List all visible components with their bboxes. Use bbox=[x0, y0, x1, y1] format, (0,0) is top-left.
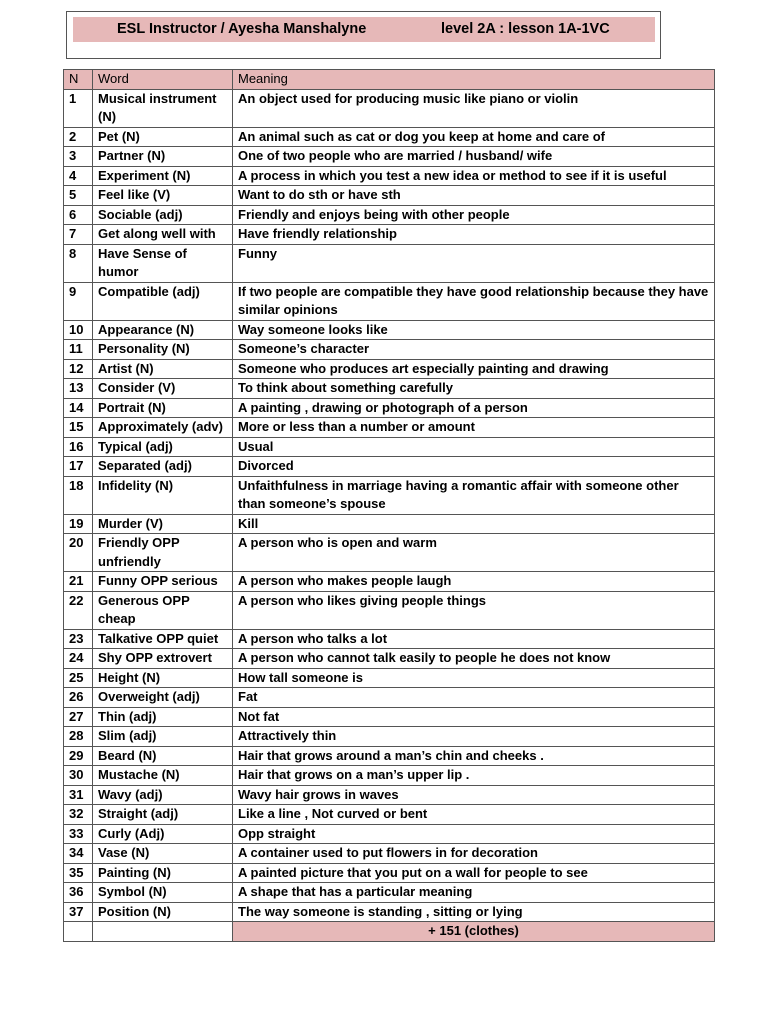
row-meaning: Not fat bbox=[233, 707, 715, 727]
table-row bbox=[64, 514, 715, 534]
row-number: 20 bbox=[64, 534, 93, 572]
row-number: 4 bbox=[64, 166, 93, 186]
row-meaning: Funny bbox=[233, 244, 715, 282]
column-header-meaning: Meaning bbox=[233, 70, 715, 90]
table-row bbox=[64, 572, 715, 592]
row-number: 27 bbox=[64, 707, 93, 727]
table-row bbox=[64, 437, 715, 457]
row-number: 10 bbox=[64, 320, 93, 340]
row-number: 6 bbox=[64, 205, 93, 225]
row-word: Generous OPP cheap bbox=[93, 591, 233, 629]
row-word: Symbol (N) bbox=[93, 883, 233, 903]
row-number: 19 bbox=[64, 514, 93, 534]
row-number: 28 bbox=[64, 727, 93, 747]
row-number: 1 bbox=[64, 89, 93, 127]
row-word: Height (N) bbox=[93, 668, 233, 688]
row-meaning: Wavy hair grows in waves bbox=[233, 785, 715, 805]
row-meaning: Want to do sth or have sth bbox=[233, 186, 715, 206]
table-row bbox=[64, 805, 715, 825]
row-meaning: A process in which you test a new idea or method to see if it is useful bbox=[233, 166, 715, 186]
row-meaning: Friendly and enjoys being with other people bbox=[233, 205, 715, 225]
row-word: Talkative OPP quiet bbox=[93, 629, 233, 649]
table-row bbox=[64, 418, 715, 438]
row-number: 14 bbox=[64, 398, 93, 418]
row-number: 13 bbox=[64, 379, 93, 399]
row-meaning: A shape that has a particular meaning bbox=[233, 883, 715, 903]
row-number: 18 bbox=[64, 476, 93, 514]
row-number: 23 bbox=[64, 629, 93, 649]
row-number: 36 bbox=[64, 883, 93, 903]
row-meaning: Divorced bbox=[233, 457, 715, 477]
row-word: Beard (N) bbox=[93, 746, 233, 766]
row-word: Murder (V) bbox=[93, 514, 233, 534]
table-row bbox=[64, 127, 715, 147]
row-word: Vase (N) bbox=[93, 844, 233, 864]
row-word: Partner (N) bbox=[93, 147, 233, 167]
row-meaning: Hair that grows on a man’s upper lip . bbox=[233, 766, 715, 786]
row-meaning: How tall someone is bbox=[233, 668, 715, 688]
row-number: 12 bbox=[64, 359, 93, 379]
row-word: Portrait (N) bbox=[93, 398, 233, 418]
row-word: Position (N) bbox=[93, 902, 233, 922]
row-meaning: A person who makes people laugh bbox=[233, 572, 715, 592]
row-word: Painting (N) bbox=[93, 863, 233, 883]
vocabulary-table bbox=[63, 69, 715, 942]
row-word: Infidelity (N) bbox=[93, 476, 233, 514]
table-body bbox=[64, 89, 715, 922]
row-meaning: Someone’s character bbox=[233, 340, 715, 360]
column-header-word: Word bbox=[93, 70, 233, 90]
table-row bbox=[64, 205, 715, 225]
table-row bbox=[64, 863, 715, 883]
table-row bbox=[64, 883, 715, 903]
row-number: 16 bbox=[64, 437, 93, 457]
table-header-row bbox=[64, 70, 715, 90]
row-number: 33 bbox=[64, 824, 93, 844]
row-number: 22 bbox=[64, 591, 93, 629]
table-row bbox=[64, 844, 715, 864]
footer-empty-cell bbox=[64, 922, 93, 942]
footer-empty-cell bbox=[93, 922, 233, 942]
row-number: 9 bbox=[64, 282, 93, 320]
row-word: Shy OPP extrovert bbox=[93, 649, 233, 669]
row-meaning: A painted picture that you put on a wall for people to see bbox=[233, 863, 715, 883]
table-row bbox=[64, 166, 715, 186]
row-word: Thin (adj) bbox=[93, 707, 233, 727]
row-word: Consider (V) bbox=[93, 379, 233, 399]
table-row bbox=[64, 649, 715, 669]
row-meaning: An object used for producing music like piano or violin bbox=[233, 89, 715, 127]
row-word: Appearance (N) bbox=[93, 320, 233, 340]
table-row bbox=[64, 398, 715, 418]
row-word: Approximately (adv) bbox=[93, 418, 233, 438]
row-word: Compatible (adj) bbox=[93, 282, 233, 320]
row-meaning: Have friendly relationship bbox=[233, 225, 715, 245]
row-word: Typical (adj) bbox=[93, 437, 233, 457]
row-meaning: Like a line , Not curved or bent bbox=[233, 805, 715, 825]
row-meaning: A person who is open and warm bbox=[233, 534, 715, 572]
row-meaning: Fat bbox=[233, 688, 715, 708]
table-row bbox=[64, 457, 715, 477]
header-box bbox=[66, 11, 661, 59]
row-word: Sociable (adj) bbox=[93, 205, 233, 225]
instructor-title: ESL Instructor / Ayesha Manshalyne bbox=[117, 21, 367, 37]
table-row bbox=[64, 147, 715, 167]
table-row bbox=[64, 186, 715, 206]
table-row bbox=[64, 766, 715, 786]
footer-total: + 151 (clothes) bbox=[233, 922, 715, 942]
row-meaning: An animal such as cat or dog you keep at home and care of bbox=[233, 127, 715, 147]
row-word: Curly (Adj) bbox=[93, 824, 233, 844]
table-row bbox=[64, 379, 715, 399]
row-meaning: The way someone is standing , sitting or lying bbox=[233, 902, 715, 922]
table-row bbox=[64, 476, 715, 514]
table-row bbox=[64, 591, 715, 629]
table-row bbox=[64, 320, 715, 340]
row-meaning: Way someone looks like bbox=[233, 320, 715, 340]
row-number: 31 bbox=[64, 785, 93, 805]
row-word: Pet (N) bbox=[93, 127, 233, 147]
table-row bbox=[64, 359, 715, 379]
table-row bbox=[64, 688, 715, 708]
row-meaning: One of two people who are married / husband/ wife bbox=[233, 147, 715, 167]
row-number: 2 bbox=[64, 127, 93, 147]
row-number: 32 bbox=[64, 805, 93, 825]
row-number: 15 bbox=[64, 418, 93, 438]
table-row bbox=[64, 746, 715, 766]
row-word: Have Sense of humor bbox=[93, 244, 233, 282]
row-meaning: Hair that grows around a man’s chin and cheeks . bbox=[233, 746, 715, 766]
row-number: 34 bbox=[64, 844, 93, 864]
row-word: Personality (N) bbox=[93, 340, 233, 360]
row-word: Overweight (adj) bbox=[93, 688, 233, 708]
column-header-n: N bbox=[64, 70, 93, 90]
row-meaning: A painting , drawing or photograph of a person bbox=[233, 398, 715, 418]
row-number: 11 bbox=[64, 340, 93, 360]
row-number: 21 bbox=[64, 572, 93, 592]
row-word: Experiment (N) bbox=[93, 166, 233, 186]
row-meaning: Kill bbox=[233, 514, 715, 534]
row-meaning: A person who talks a lot bbox=[233, 629, 715, 649]
row-meaning: A person who likes giving people things bbox=[233, 591, 715, 629]
table-row bbox=[64, 340, 715, 360]
row-word: Slim (adj) bbox=[93, 727, 233, 747]
lesson-level: level 2A : lesson 1A-1VC bbox=[441, 21, 610, 37]
row-word: Musical instrument (N) bbox=[93, 89, 233, 127]
table-row bbox=[64, 727, 715, 747]
table-row bbox=[64, 629, 715, 649]
row-number: 25 bbox=[64, 668, 93, 688]
row-meaning: Attractively thin bbox=[233, 727, 715, 747]
header-band bbox=[73, 17, 655, 42]
row-number: 37 bbox=[64, 902, 93, 922]
row-number: 5 bbox=[64, 186, 93, 206]
table-row bbox=[64, 89, 715, 127]
row-word: Wavy (adj) bbox=[93, 785, 233, 805]
row-word: Get along well with bbox=[93, 225, 233, 245]
table-row bbox=[64, 785, 715, 805]
row-word: Mustache (N) bbox=[93, 766, 233, 786]
row-meaning: Someone who produces art especially painting and drawing bbox=[233, 359, 715, 379]
row-word: Straight (adj) bbox=[93, 805, 233, 825]
row-meaning: To think about something carefully bbox=[233, 379, 715, 399]
row-word: Artist (N) bbox=[93, 359, 233, 379]
row-number: 35 bbox=[64, 863, 93, 883]
row-word: Feel like (V) bbox=[93, 186, 233, 206]
table-row bbox=[64, 534, 715, 572]
row-number: 24 bbox=[64, 649, 93, 669]
table-row bbox=[64, 902, 715, 922]
row-number: 29 bbox=[64, 746, 93, 766]
row-number: 8 bbox=[64, 244, 93, 282]
row-word: Separated (adj) bbox=[93, 457, 233, 477]
row-number: 26 bbox=[64, 688, 93, 708]
row-meaning: More or less than a number or amount bbox=[233, 418, 715, 438]
row-number: 30 bbox=[64, 766, 93, 786]
row-number: 7 bbox=[64, 225, 93, 245]
row-meaning: Usual bbox=[233, 437, 715, 457]
row-word: Funny OPP serious bbox=[93, 572, 233, 592]
table-row bbox=[64, 707, 715, 727]
row-meaning: If two people are compatible they have good relationship because they have similar opinions bbox=[233, 282, 715, 320]
row-number: 17 bbox=[64, 457, 93, 477]
table-row bbox=[64, 282, 715, 320]
table-row bbox=[64, 244, 715, 282]
table-footer-row bbox=[64, 922, 715, 942]
row-word: Friendly OPP unfriendly bbox=[93, 534, 233, 572]
row-meaning: A container used to put flowers in for decoration bbox=[233, 844, 715, 864]
table-row bbox=[64, 668, 715, 688]
row-number: 3 bbox=[64, 147, 93, 167]
table-row bbox=[64, 225, 715, 245]
table-row bbox=[64, 824, 715, 844]
row-meaning: Unfaithfulness in marriage having a romantic affair with someone other than someone’s spouse bbox=[233, 476, 715, 514]
row-meaning: Opp straight bbox=[233, 824, 715, 844]
row-meaning: A person who cannot talk easily to people he does not know bbox=[233, 649, 715, 669]
